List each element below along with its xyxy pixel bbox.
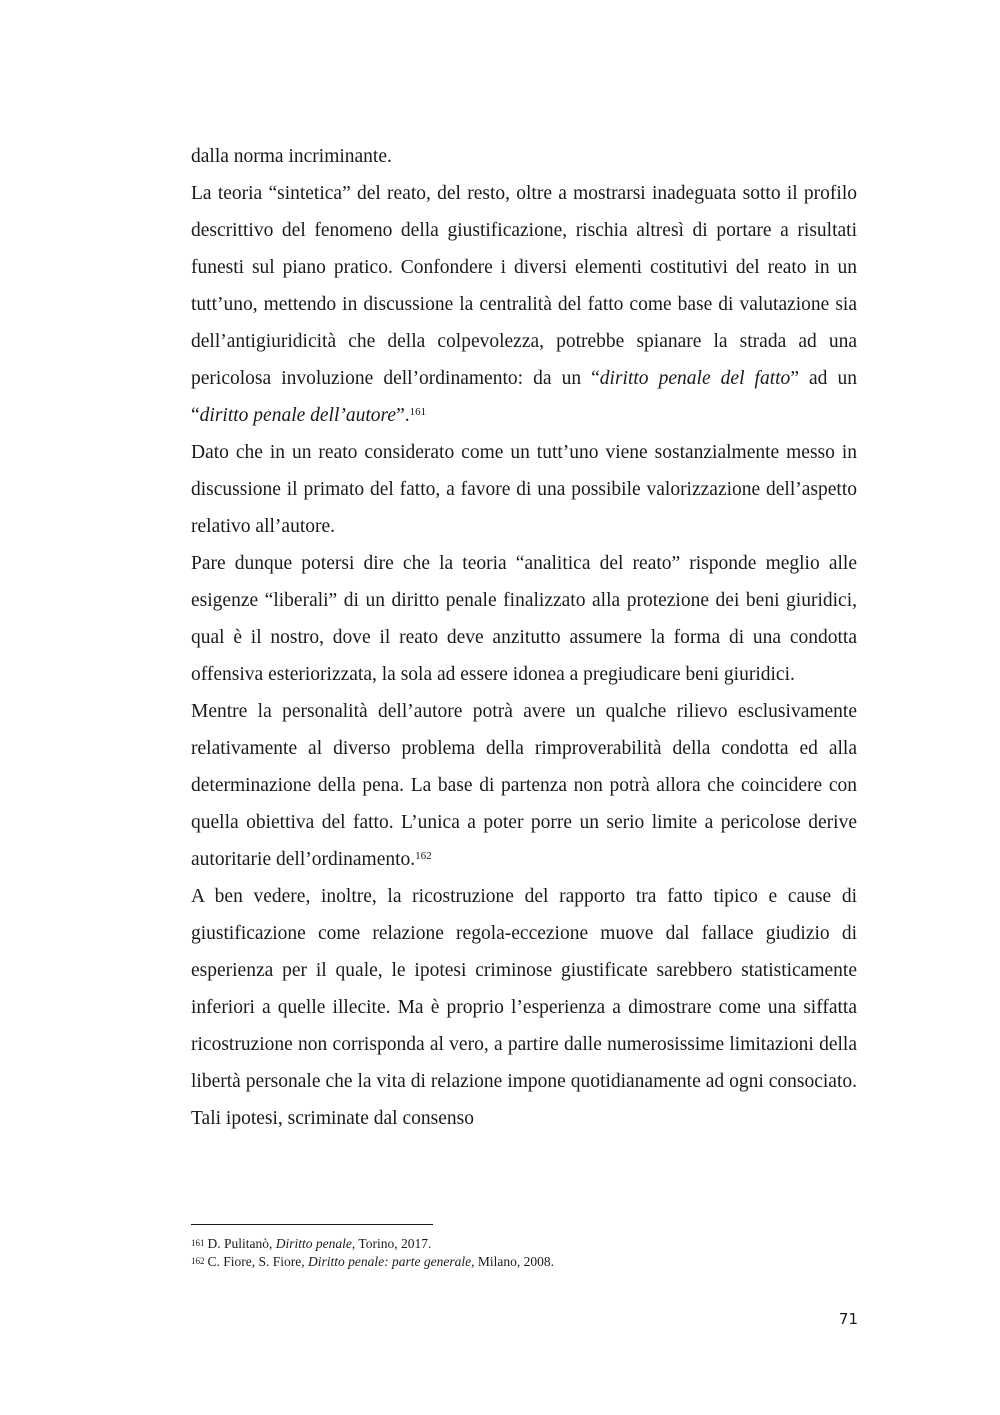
footnote-separator	[191, 1224, 433, 1225]
paragraph-6: A ben vedere, inoltre, la ricostruzione del rapporto tra fatto tipico e cause di giustificazione come relazione regola-eccezione muove dal fallace giudizio di esperienza per il quale, le ipotesi criminose giustificate sarebbero statisticamente inferiori a quelle illecite. Ma è proprio l’esperienza a dimostrare come una siffatta ricostruzione non corrisponda al vero, a partire dalle numerosissime limitazioni della libertà personale che la vita di relazione impone quotidianamente ad ogni consociato. Tali ipotesi, scriminate dal consenso	[191, 886, 857, 1129]
footnote-ref-162: 162	[415, 850, 432, 862]
italic-phrase: diritto penale del fatto	[599, 368, 791, 389]
page-number: 71	[838, 1310, 858, 1328]
paragraph-4: Pare dunque potersi dire che la teoria “analitica del reato” risponde meglio alle esigenze “liberali” di un diritto penale finalizzato alla protezione dei beni giuridici, qual è il nostro, dove il reato deve anzitutto assumere la forma di una condotta offensiva esteriorizzata, la sola ad essere idonea a pregiudicare beni giuridici.	[191, 553, 857, 685]
body-text	[191, 138, 857, 1137]
footnote-162: $^{162}$ C. Fiore, S. Fiore, Diritto penale: parte generale, Milano, 2008.	[191, 1254, 554, 1269]
paragraph-1: dalla norma incriminante.	[191, 146, 392, 167]
paragraph-5: Mentre la personalità dell’autore potrà avere un qualche rilievo esclusivamente relativamente al diverso problema della rimproverabilità della condotta ed alla determinazione della pena. La base di partenza non potrà allora che coincidere con quella obiettiva del fatto. L’unica a poter porre un serio limite a pericolose derive autoritarie dell’ordinamento.$^{162}$	[191, 701, 857, 870]
paragraph-2: La teoria “sintetica” del reato, del resto, oltre a mostrarsi inadeguata sotto il profilo descrittivo del fenomeno della giustificazione, rischia altresì di portare a risultati funesti sul piano pratico. Confondere i diversi elementi costitutivi del reato in un tutt’uno, mettendo in discussione la centralità del fatto come base di valutazione sia dell’antigiuridicità che della colpevolezza, potrebbe spianare la strada ad una pericolosa involuzione dell’ordinamento: da un “diritto penale del fatto” ad un “diritto penale dell’autore”.$^{161}$	[191, 183, 858, 426]
footnote-ref-161: 161	[409, 406, 427, 418]
footnote-161: $^{161}$ D. Pulitanò, Diritto penale, Torino, 2017.	[191, 1236, 432, 1251]
footnotes	[191, 1235, 857, 1271]
italic-phrase: diritto penale dell’autore	[199, 405, 397, 426]
paragraph-3: Dato che in un reato considerato come un tutt’uno viene sostanzialmente messo in discussione il primato del fatto, a favore di una possibile valorizzazione dell’aspetto relativo all’autore.	[191, 442, 857, 537]
